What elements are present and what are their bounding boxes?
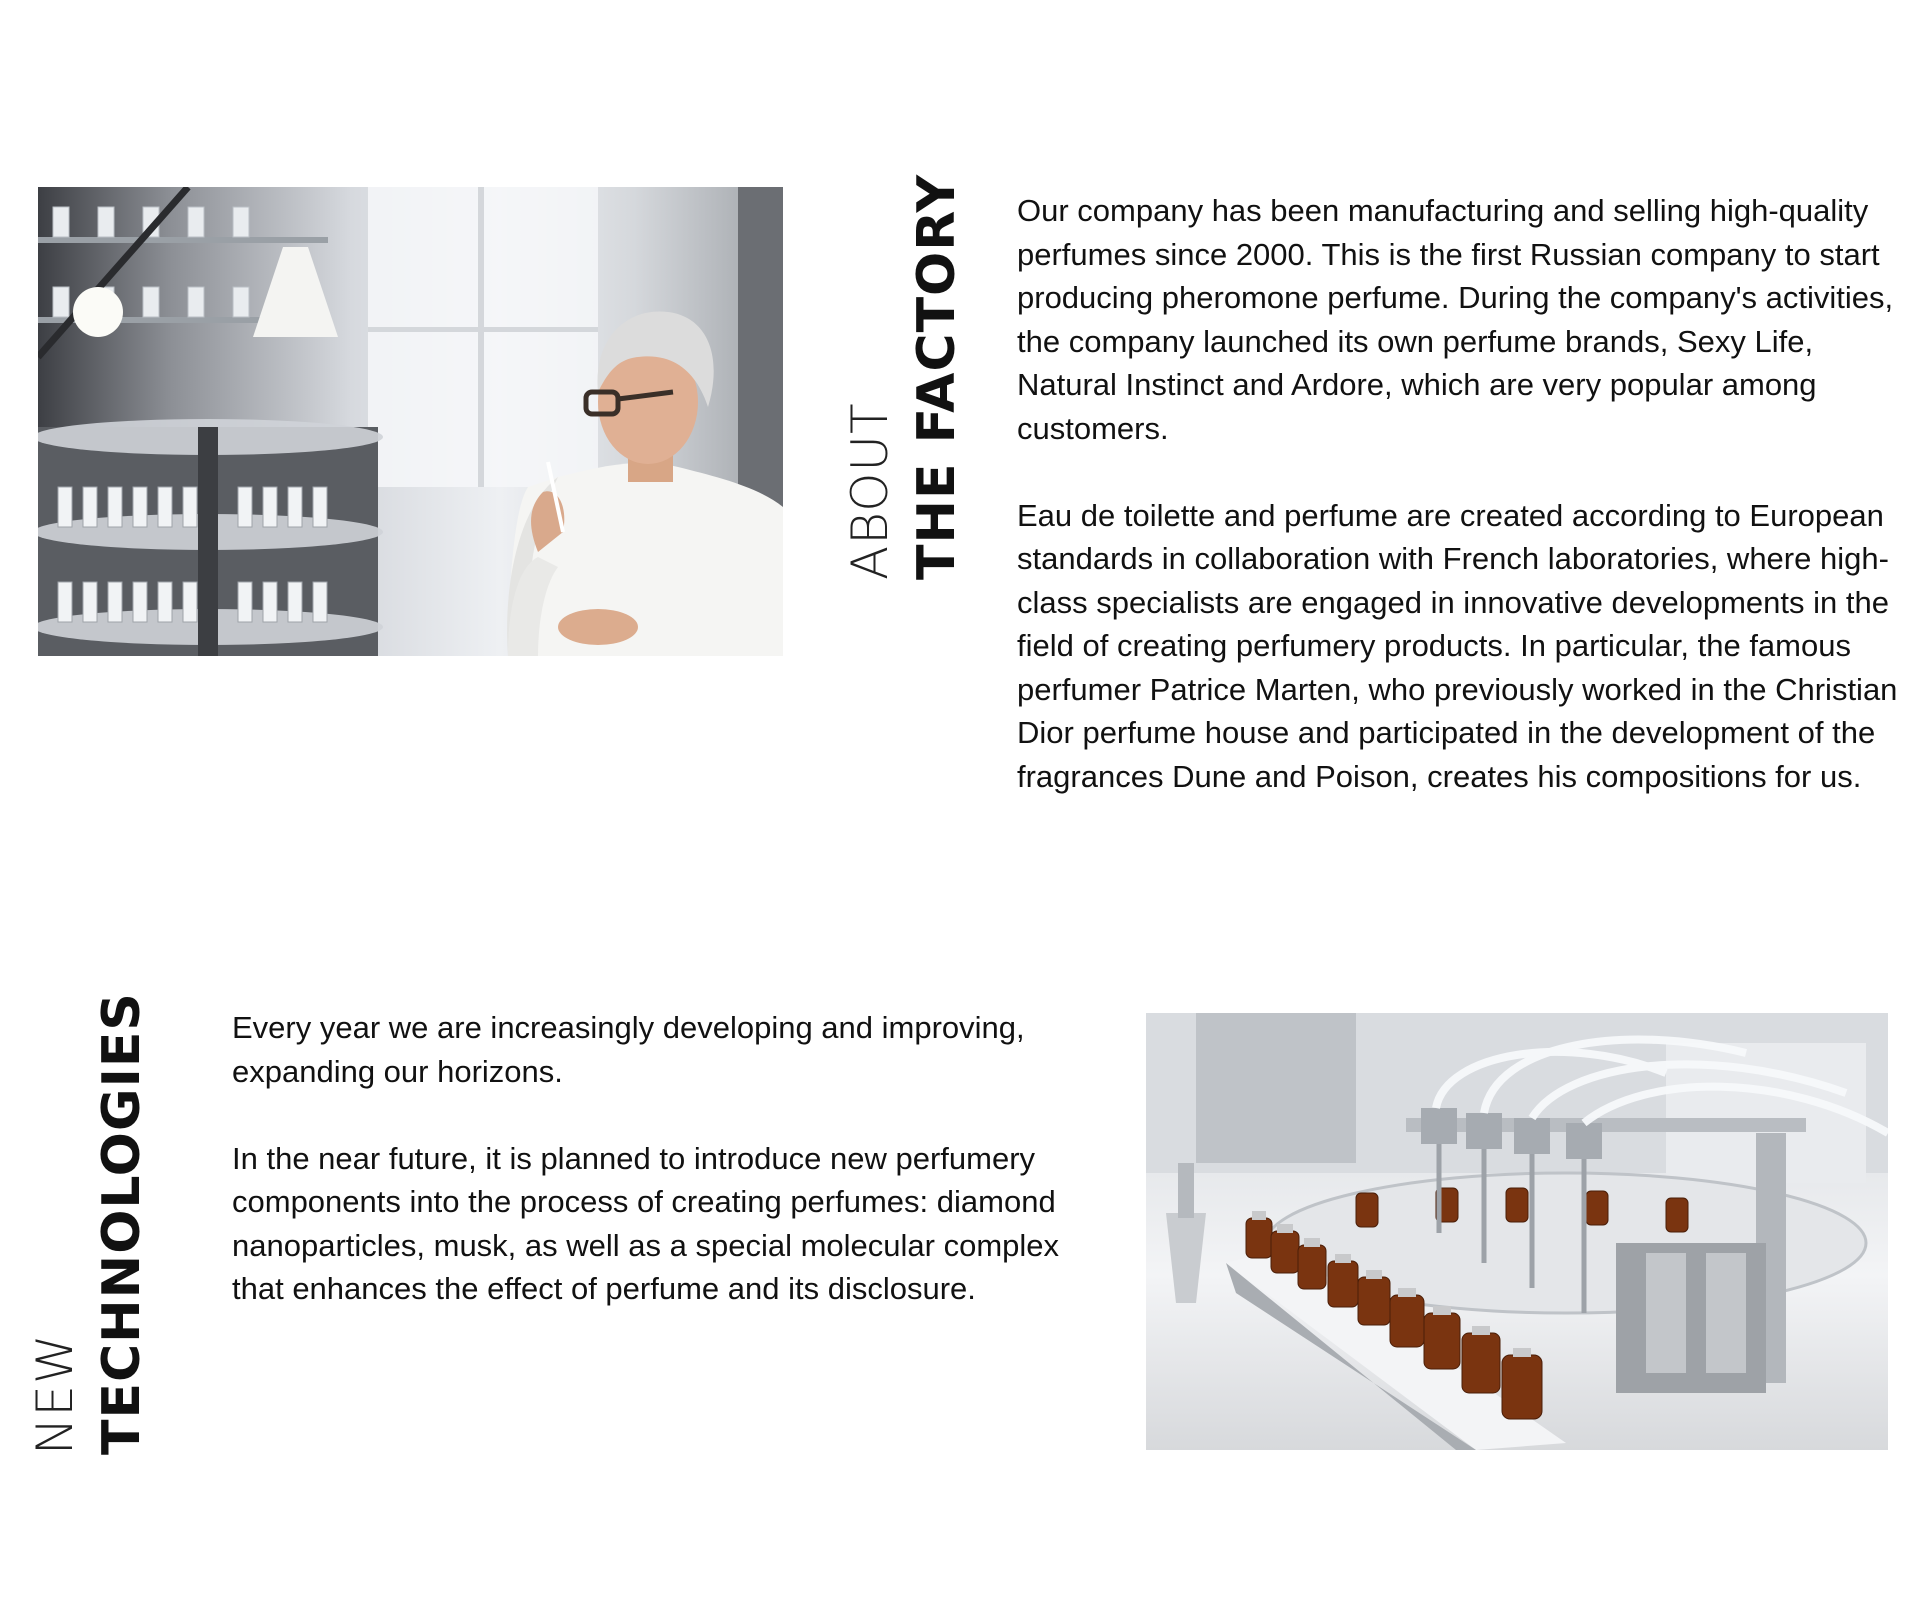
technologies-title-light: NEW	[26, 1333, 84, 1455]
perfumer-photo-illustration	[38, 187, 783, 656]
about-title-light: ABOUT	[841, 402, 899, 580]
about-paragraph-2: Eau de toilette and perfume are created according to European standards in collaboration with French laboratories, where high-class specialists are engaged in innovative developments in the field of creating perfumery products. In particular, the famous perfumer Patrice Marten, who previously worked in the Christian Dior perfume house and participated in the development of the fragrances Dune and Poison, creates his compositions for us.	[1017, 497, 1898, 794]
technologies-paragraph-2: In the near future, it is planned to introduce new perfumery components into the process of creating perfumes: diamond nanoparticles, musk, as well as a special molecular complex that enhances the effect of perfume and its disclosure.	[232, 1140, 1060, 1306]
about-text	[1017, 189, 1917, 798]
technologies-paragraph-1: Every year we are increasingly developing and improving, expanding our horizons.	[232, 1010, 1025, 1089]
about-paragraph-1: Our company has been manufacturing and selling high-quality perfumes since 2000. This is the first Russian company to start producing pheromone perfume. During the company's activities, the company launched its own perfume brands, Sexy Life, Natural Instinct and Ardore, which are very popular among customers.	[1017, 193, 1894, 446]
technologies-title-bold: TECHNOLOGIES	[92, 992, 152, 1455]
about-title-bold: THE FACTORY	[907, 173, 967, 580]
perfumer-photo	[38, 187, 783, 656]
about-section-title	[841, 173, 967, 580]
technologies-text	[232, 1006, 1092, 1311]
production-line-illustration	[1146, 1013, 1888, 1450]
production-line-photo	[1146, 1013, 1888, 1450]
technologies-section-title	[26, 992, 152, 1455]
